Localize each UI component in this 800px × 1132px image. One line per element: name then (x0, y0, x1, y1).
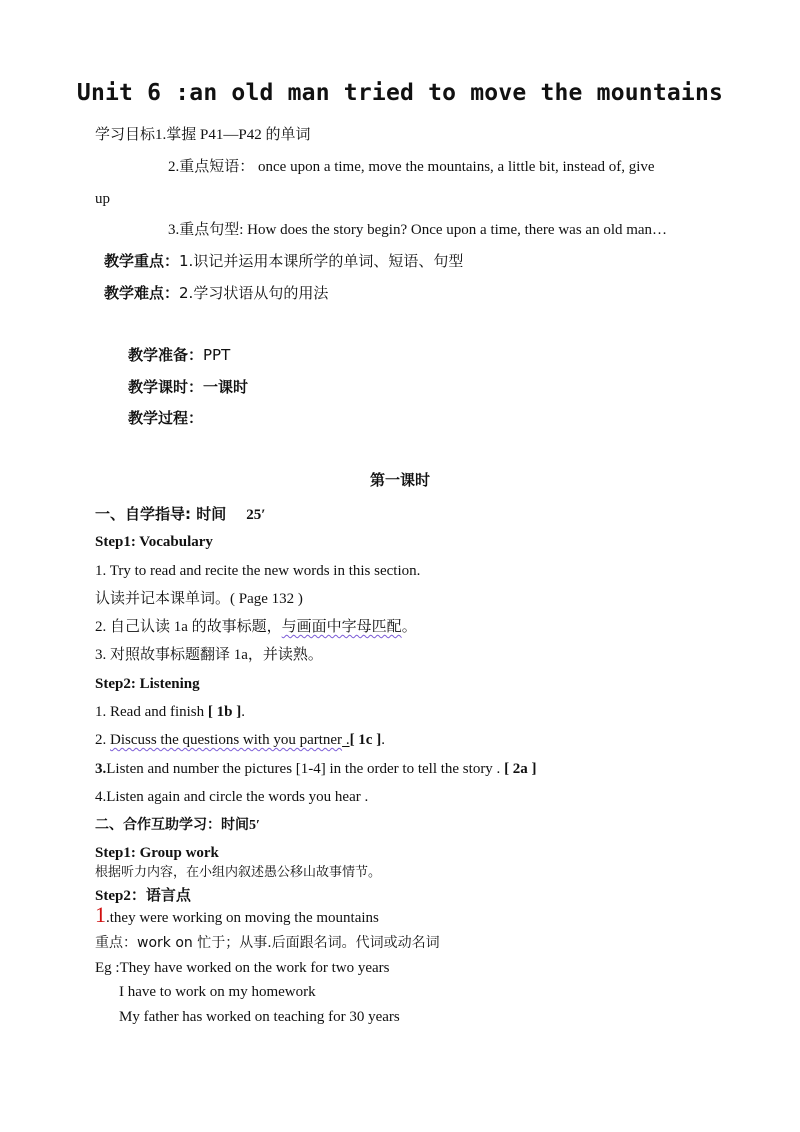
class-hours (128, 378, 248, 397)
example-2: I have to work on my homework (119, 984, 316, 1000)
s2-step2-title (95, 886, 191, 905)
step1-line-3-a: 2. 自己认读 1a 的故事标题， (95, 619, 282, 635)
step1-line-3-b: 与画面中字母匹配 (281, 619, 402, 635)
step2-line-3-c: [ 2a ] (504, 761, 537, 777)
step1-line-2: 认读并记本课单词。( Page 132 ) (95, 591, 303, 607)
key-points-text: 1.识记并运用本课所学的单词、短语、句型 (179, 252, 464, 270)
section2-time: 5′ (249, 818, 260, 833)
objective-item-2-cont: up (95, 191, 110, 207)
step1-line-1: 1. Try to read and recite the new words in this section. (95, 563, 421, 579)
example-1: Eg :They have worked on the work for two years (95, 960, 390, 976)
s2-step2-title-en: Step2： (95, 888, 146, 904)
section1-heading (95, 505, 265, 524)
process-label: 教学过程： (128, 409, 204, 427)
point-text: .they were working on moving the mountains (106, 910, 379, 926)
objectives-line-1 (95, 125, 310, 144)
step2-title: Step2: Listening (95, 676, 200, 692)
step2-line-2-c: . (342, 732, 350, 748)
page-title: Unit 6 :an old man tried to move the mountains (76, 80, 724, 106)
step2-line-2-a: 2. (95, 732, 110, 748)
language-point-focus: 重点：work on 忙于；从事.后面跟名词。代词或动名词 (95, 935, 440, 951)
preparation (128, 346, 230, 365)
section2-heading (95, 816, 260, 835)
step2-line-3-b: Listen and number the pictures [1-4] in the order to tell the story . (106, 761, 505, 777)
objective-item-1: 1.掌握 P41—P42 的单词 (155, 127, 311, 143)
step2-line-1-b: [ 1b ] (207, 704, 242, 720)
step1-line-3-c: 。 (401, 619, 417, 635)
class-hours-text: 一课时 (203, 378, 249, 396)
step1-line-4: 3. 对照故事标题翻译 1a，并读熟。 (95, 647, 323, 663)
point-number: 1 (95, 902, 106, 927)
objectives-label: 学习目标 (95, 125, 156, 143)
objective-item-2: 2.重点短语： once upon a time, move the mountains, a little bit, instead of, give (168, 159, 655, 175)
class-hours-label: 教学课时： (128, 378, 204, 396)
step2-line-1 (95, 703, 245, 721)
difficult-points-text: 2.学习状语从句的用法 (179, 284, 329, 302)
step2-line-2-b: Discuss the questions with you partner (110, 732, 343, 748)
section1-heading-text: 一、自学指导: 时间 (95, 505, 227, 523)
step2-line-1-a: 1. Read and finish (95, 704, 208, 720)
step2-line-3 (95, 760, 537, 778)
lesson-title: 第一课时 (369, 473, 430, 489)
step2-line-1-c: . (241, 704, 245, 720)
step2-line-2-e: . (381, 732, 385, 748)
section1-time: 25′ (246, 507, 266, 523)
language-point-1 (95, 902, 379, 927)
step2-line-2-d: [ 1c ] (349, 732, 382, 748)
step1-line-3 (95, 618, 417, 636)
step2-line-3-a: 3. (95, 761, 107, 777)
preparation-text: PPT (203, 346, 231, 364)
key-points-label: 教学重点： (104, 252, 180, 270)
difficult-points-label: 教学难点： (104, 284, 180, 302)
preparation-label: 教学准备： (128, 346, 204, 364)
s2-step2-title-cn: 语言点 (145, 886, 191, 904)
step2-line-4: 4.Listen again and circle the words you hear . (95, 789, 369, 805)
objective-item-3: 3.重点句型: How does the story begin? Once upon a time, there was an old man… (168, 222, 668, 238)
process (128, 409, 203, 428)
s2-step1-text: 根据听力内容，在小组内叙述愚公移山故事情节。 (95, 865, 382, 880)
step1-title: Step1: Vocabulary (95, 534, 213, 550)
step2-line-2 (95, 731, 385, 749)
key-points (104, 252, 463, 271)
difficult-points (104, 284, 328, 303)
section2-heading-text: 二、合作互助学习：时间 (95, 817, 249, 833)
example-3: My father has worked on teaching for 30 years (119, 1009, 400, 1025)
s2-step1-title: Step1: Group work (95, 845, 219, 861)
